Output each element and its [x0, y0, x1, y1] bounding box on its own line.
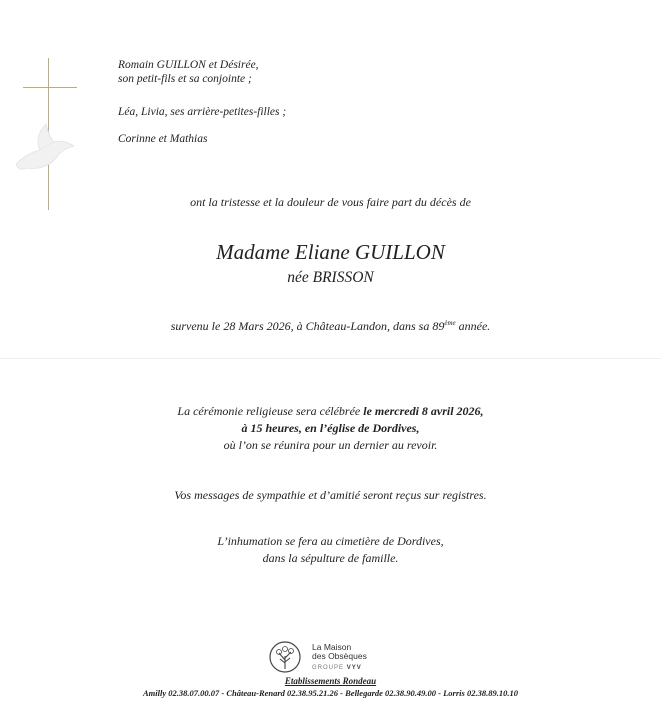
family-line: son petit-fils et sa conjointe ;	[118, 73, 252, 85]
brand-line: La Maison	[312, 642, 352, 652]
tree-logo-icon	[268, 640, 308, 674]
ceremony-date: le mercredi 8 avril 2026,	[363, 404, 484, 418]
group-name: VYV	[346, 665, 362, 671]
group-label	[312, 665, 362, 671]
burial-line: dans la sépulture de famille.	[262, 551, 399, 565]
death-suffix: année.	[455, 319, 491, 333]
messages-text: Vos messages de sympathie et d’amitié seront reçus sur registres.	[174, 488, 487, 502]
ceremony-intro: La cérémonie religieuse sera célébrée	[177, 404, 364, 418]
burial-block	[0, 533, 661, 567]
ceremony-block	[0, 403, 661, 454]
funeral-home-brand	[312, 643, 367, 661]
ceremony-time-place	[0, 420, 661, 437]
ceremony-time-place-text: à 15 heures, en l’église de Dordives,	[241, 421, 420, 435]
family-line: Corinne et Mathias	[118, 133, 208, 145]
deceased-name: Madame Eliane GUILLON	[216, 240, 445, 264]
deceased-birth-name: née BRISSON	[287, 269, 374, 286]
death-text: survenu le 28 Mars 2026, à Château-Landon, dans sa 89	[170, 319, 445, 333]
ceremony-line-1	[0, 403, 661, 420]
establishment-name: Etablissements Rondeau	[284, 676, 377, 686]
cross-horizontal	[23, 87, 77, 88]
ceremony-gathering: où l’on se réunira pour un dernier au revoir.	[223, 438, 438, 452]
family-entry-romain	[118, 58, 259, 86]
announcement-text: ont la tristesse et la douleur de vous faire part du décès de	[190, 195, 471, 209]
contact-numbers: Amilly 02.38.07.00.07 - Château-Renard 02.38.95.21.26 - Bellegarde 02.38.90.49.00 - Lorris 02.38.89.10.10	[143, 688, 518, 698]
family-line: Léa, Livia, ses arrière-petites-filles ;	[118, 106, 287, 118]
brand-line: des Obsèques	[312, 651, 367, 661]
death-superscript: ème	[444, 319, 456, 327]
fold-line	[0, 358, 661, 359]
death-details	[0, 315, 661, 335]
dove-icon	[10, 112, 80, 182]
group-prefix: GROUPE	[312, 665, 345, 671]
family-line: Romain GUILLON et Désirée,	[118, 59, 259, 71]
burial-line: L’inhumation se fera au cimetière de Dordives,	[217, 534, 444, 548]
